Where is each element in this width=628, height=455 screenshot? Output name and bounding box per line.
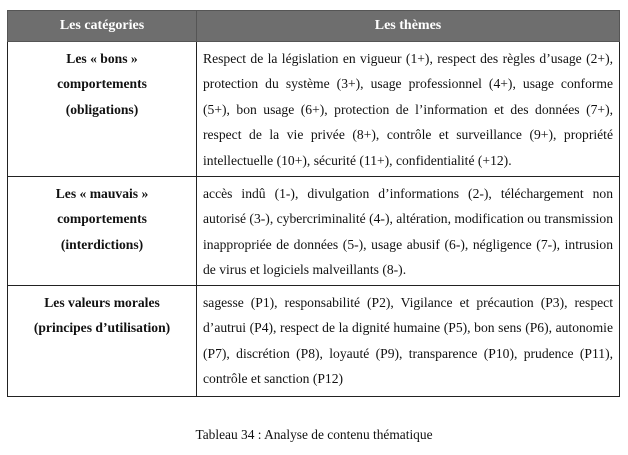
themes-cell: Respect de la législation en vigueur (1+), respect des règles d’usage (2+), protection du système (3+), usage professionnel (4+), usage conforme (5+), bon usage (6+), protection de l’information et des données (7+), respect de la vie privée (8+), contrôle et surveillance (9+), propriété intellectuelle (10+), sécurité (11+), confidentialité (+12). [197, 42, 620, 177]
table-row-bad-behaviors [8, 177, 620, 286]
category-line: (principes d’utilisation) [33, 320, 171, 336]
category-line: Les « bons » [66, 51, 138, 66]
table-row-good-behaviors [8, 42, 620, 177]
table-row-moral-values [8, 286, 620, 397]
category-cell [8, 42, 197, 177]
category-line: Les valeurs morales [44, 295, 160, 310]
themes-cell: accès indû (1-), divulgation d’informations (2-), téléchargement non autorisé (3-), cybercriminalité (4-), altération, modification ou transmission inappropriée de données (5-), usage abusif (6-), négligence (7-), intrusion de virus et logiciels malveillants (8-). [197, 177, 620, 286]
table-header-row [8, 11, 620, 42]
category-line: (interdictions) [60, 236, 144, 252]
header-categories: Les catégories [8, 11, 197, 42]
category-cell [8, 177, 197, 286]
category-cell [8, 286, 197, 397]
category-line: comportements [57, 76, 147, 92]
category-line: (obligations) [65, 101, 139, 117]
table-caption: Tableau 34 : Analyse de contenu thématique [195, 427, 433, 442]
thematic-analysis-table [7, 10, 620, 397]
themes-cell: sagesse (P1), responsabilité (P2), Vigilance et précaution (P3), respect d’autrui (P4), respect de la dignité humaine (P5), bon sens (P6), autonomie (P7), discrétion (P8), loyauté (P9), transparence (P10), prudence (P11), contrôle et sanction (P12) [197, 286, 620, 397]
header-themes: Les thèmes [197, 11, 620, 42]
thematic-analysis-table-container [7, 10, 619, 397]
category-line: comportements [57, 211, 147, 227]
category-line: Les « mauvais » [55, 186, 149, 201]
